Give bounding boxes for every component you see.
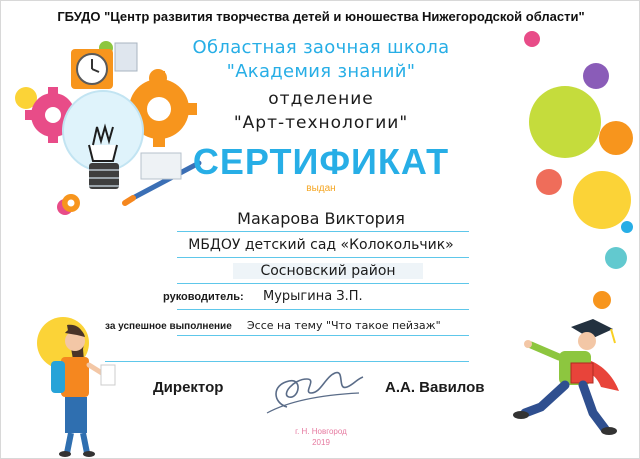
supervisor-name: Мурыгина З.П. [263,289,363,304]
achievement-line [177,335,469,336]
student-superhero-illustration [501,317,621,439]
name-line [177,231,469,232]
director-name: А.А. Вавилов [385,379,485,396]
school-name-line1: Областная заочная школа [192,37,450,58]
director-label: Директор [153,379,224,396]
achievement-text: Эссе на тему "Что такое пейзаж" [247,319,441,332]
achievement-label: за успешное выполнение [105,321,232,332]
district-line [177,283,469,284]
district-name: Сосновский район [233,263,423,279]
supervisor-label: руководитель: [163,291,244,303]
organization-name: ГБУДО "Центр развития творчества детей и юношества Нижегородской области" [57,9,585,24]
recipient-name: Макарова Виктория [237,209,405,228]
issued-word: выдан [306,183,336,194]
department-line1: отделение [268,89,374,109]
year: 2019 [312,438,330,447]
institution-name: МБДОУ детский сад «Колокольчик» [188,237,454,253]
city: г. Н. Новгород [295,427,347,436]
schoolgirl-illustration [37,313,127,459]
institution-line [177,257,469,258]
decor-circle-orange-small [593,291,611,309]
extra-line [105,361,469,362]
signature [259,363,369,419]
supervisor-line [177,309,469,310]
department-line2: "Арт-технологии" [233,113,409,133]
certificate-title: СЕРТИФИКАТ [192,141,450,182]
school-name-line2: "Академия знаний" [226,61,416,82]
